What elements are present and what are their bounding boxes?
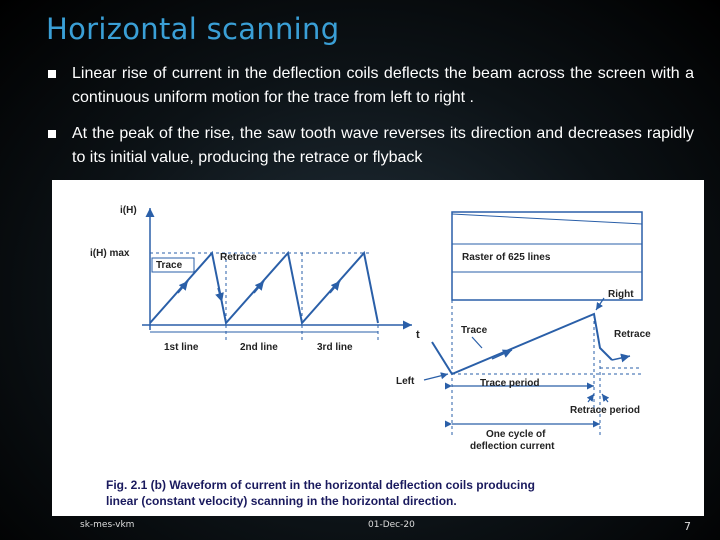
page-number: 7 <box>684 520 691 533</box>
raster-trace-label: Trace <box>461 325 488 336</box>
trace-period-label: Trace period <box>480 378 540 389</box>
figure-diagram <box>52 180 704 516</box>
retrace-period-arrow-icon <box>588 394 594 402</box>
right-label: Right <box>608 289 634 300</box>
figure-caption-line-1: Fig. 2.1 (b) Waveform of current in the horizontal deflection coils producing <box>106 478 535 492</box>
bullet-text: Linear rise of current in the deflection coils deflects the beam across the screen with a continuous uniform motion for the trace from left to right . <box>72 65 694 106</box>
square-bullet-icon <box>48 70 56 78</box>
trace-arrow-icon <box>330 281 340 293</box>
raster-retrace-label: Retrace <box>614 329 651 340</box>
y-axis-label: i(H) <box>120 205 137 216</box>
bullet-item <box>46 62 694 110</box>
bullet-text: At the peak of the rise, the saw tooth wave reverses its direction and decreases rapidly to its initial value, producing the retrace or flyback <box>72 125 694 166</box>
retrace-arrow-icon <box>612 356 630 360</box>
retrace-label: Retrace <box>220 252 257 263</box>
raster-box-label: Raster of 625 lines <box>462 252 551 263</box>
sawtooth-waveform <box>90 205 420 353</box>
trace-arrow-icon <box>178 281 188 293</box>
scan-line <box>452 214 642 224</box>
line-label-1: 1st line <box>164 342 199 353</box>
retrace-period-arrow-icon <box>602 394 608 402</box>
raster-diagram <box>396 212 651 452</box>
deflection-figure <box>52 180 704 516</box>
cycle-label-line-2: deflection current <box>470 441 555 452</box>
left-pointer-icon <box>424 374 448 380</box>
t-label: t <box>416 329 420 341</box>
bullet-list <box>46 62 694 182</box>
left-label: Left <box>396 376 415 387</box>
deflection-waveform <box>432 314 612 374</box>
figure-caption-line-2: linear (constant velocity) scanning in the horizontal direction. <box>106 494 457 508</box>
sawtooth-line <box>150 253 378 323</box>
retrace-period-label: Retrace period <box>570 405 641 416</box>
line-label-3: 3rd line <box>317 342 353 353</box>
footer-author: sk-mes-vkm <box>80 520 135 530</box>
cycle-label-line-1: One cycle of <box>486 429 546 440</box>
square-bullet-icon <box>48 130 56 138</box>
line-label-2: 2nd line <box>240 342 278 353</box>
trace-label: Trace <box>156 260 183 271</box>
trace-arrow-icon <box>254 281 264 293</box>
trace-pointer <box>472 337 482 348</box>
footer-date: 01-Dec-20 <box>368 520 415 530</box>
max-label: i(H) max <box>90 248 130 259</box>
trace-arrow-icon <box>492 350 512 359</box>
slide-title: Horizontal scanning <box>46 12 340 46</box>
bullet-item <box>46 122 694 170</box>
